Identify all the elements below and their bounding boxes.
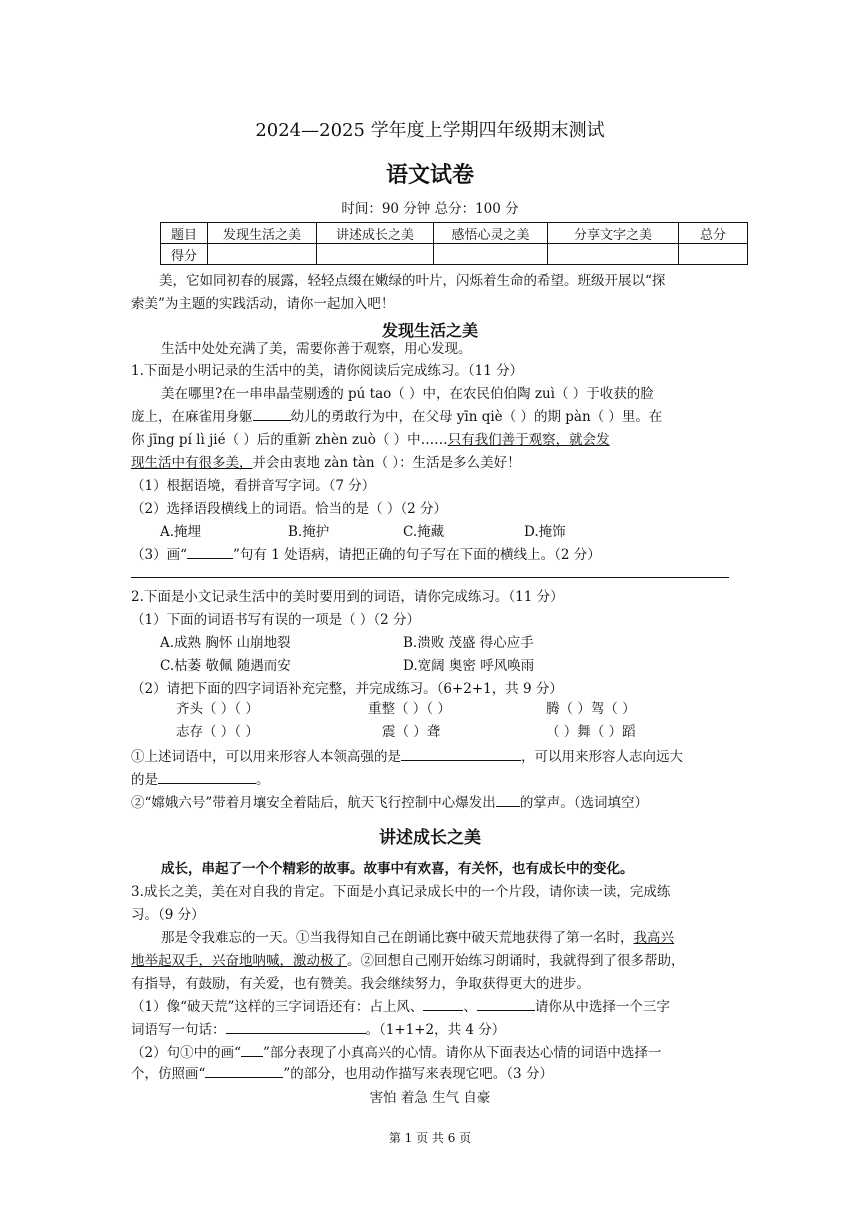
subject-title: 语文试卷	[385, 162, 474, 188]
idiom-item: 志存（ ）（ ）	[176, 724, 259, 740]
intro-line: 美，它如同初春的展露，轻轻点缀在嫩绿的叶片，闪烁着生命的希望。班级开展以“探	[159, 273, 666, 289]
section-title: 发现生活之美	[381, 321, 478, 340]
option-d[interactable]: D.宽阔 奥密 呼风唤雨	[403, 658, 535, 674]
intro-line: 索美”为主题的实践活动，请你一起加入吧！	[131, 296, 395, 312]
passage-text: 庞上，在麻雀用身躯	[131, 409, 253, 425]
option-c[interactable]: C.掩藏	[403, 524, 445, 540]
sub-question-text: 词语写一句话：	[131, 1022, 226, 1038]
sub-question	[131, 1019, 731, 1041]
option-a[interactable]: A.掩埋	[160, 524, 202, 540]
exercise-text: ②“嫦娥六号”带着月壤安全着陆后，航天飞行控制中心爆发出	[131, 795, 496, 811]
score-cell[interactable]	[434, 244, 548, 265]
table-header-cell: 讲述成长之美	[317, 223, 434, 244]
answer-blank[interactable]	[187, 545, 233, 559]
exercise-line	[131, 769, 731, 791]
idiom-item: 齐头（ ）（ ）	[176, 701, 259, 717]
sub-question-text: （2）句①中的画“	[131, 1045, 241, 1061]
answer-blank[interactable]	[158, 770, 256, 784]
sub-question-text: 请你从中选择一个三字	[534, 999, 670, 1015]
exercise-text: 的掌声。（选词填空）	[519, 795, 649, 811]
passage-line	[131, 406, 731, 428]
exercise-text: 的是	[131, 772, 158, 788]
score-cell[interactable]	[208, 244, 317, 265]
score-cell[interactable]	[548, 244, 679, 265]
answer-blank[interactable]	[205, 1064, 283, 1078]
passage-text: 幼儿的勇敢行为中，在父母 yīn qiè（ ）的期 pàn（ ）里。在	[290, 409, 663, 425]
table-header-cell: 分享文字之美	[548, 223, 679, 244]
answer-blank[interactable]	[241, 1043, 263, 1057]
section-lead: 成长，串起了一个个精彩的故事。故事中有欢喜，有关怀，也有成长中的变化。	[161, 861, 634, 877]
score-table-score-row	[161, 244, 748, 265]
sub-question-text: 。（1+1+2，共 4 分）	[365, 1022, 506, 1038]
idiom-item: 重整（ ）（ ）	[368, 701, 451, 717]
exercise-text: ①上述词语中，可以用来形容人本领高强的是	[131, 749, 401, 765]
answer-blank[interactable]	[226, 1020, 366, 1034]
question-stem: 2.下面是小文记录生活中的美时要用到的词语，请你完成练习。（11 分）	[131, 589, 564, 605]
passage-line	[161, 927, 761, 949]
table-header-cell: 总分	[679, 223, 748, 244]
sub-question: （2）请把下面的四字词语补充完整，并完成练习。（6+2+1，共 9 分）	[131, 681, 563, 697]
underlined-sentence: 我高兴	[633, 930, 674, 946]
option-b[interactable]: B.掩护	[288, 524, 330, 540]
passage-text: 。②回想自己刚开始练习朗诵时，我就得到了很多帮助，	[347, 953, 685, 969]
passage-line: 美在哪里?在一串串晶莹剔透的 pú tao（ ）中，在农民伯伯陶 zuì（ ）于收获的脸	[161, 386, 654, 402]
section-title: 讲述成长之美	[379, 828, 481, 848]
sub-question-text: 个，仿照画“	[131, 1066, 206, 1082]
sub-question: （2）选择语段横线上的词语。恰当的是（ ）（2 分）	[131, 501, 448, 517]
answer-blank[interactable]	[401, 747, 521, 761]
exercise-text: ，可以用来形容人志向远大	[521, 749, 683, 765]
question-stem: 1.下面是小明记录的生活中的美，请你阅读后完成练习。（11 分）	[131, 363, 524, 379]
sub-question: （1）下面的词语书写有误的一项是（ ）（2 分）	[131, 612, 421, 628]
table-header-cell: 感悟心灵之美	[434, 223, 548, 244]
sub-question	[131, 1063, 731, 1085]
exam-title: 2024—2025 学年度上学期四年级期末测试	[255, 120, 605, 141]
sub-question	[131, 544, 731, 566]
score-cell[interactable]	[317, 244, 434, 265]
time-info: 时间：90 分钟 总分：100 分	[341, 201, 519, 217]
answer-line[interactable]	[131, 577, 729, 578]
sub-question-text: （1）像“破天荒”这样的三字词语还有：占上风、	[131, 999, 424, 1015]
answer-blank[interactable]	[253, 407, 291, 421]
exercise-line	[131, 792, 731, 814]
page-number: 第 1 页 共 6 页	[388, 1131, 472, 1145]
passage-line: 有指导，有鼓励，有关爱，也有赞美。我会继续努力，争取获得更大的进步。	[131, 976, 590, 992]
underlined-sentence: 现生活中有很多美，	[131, 455, 253, 471]
sub-question	[131, 996, 731, 1018]
sub-question-text: ”的部分，也用动作描写来表现它吧。（3 分）	[283, 1066, 553, 1082]
sub-question	[131, 1042, 731, 1064]
exercise-text: 。	[256, 772, 270, 788]
passage-line	[131, 950, 731, 972]
score-table	[160, 222, 748, 265]
passage-text: 你 jīng pí lì jié（ ）后的重新 zhèn zuò（ ）中……	[131, 432, 448, 448]
question-stem: 习。（9 分）	[131, 907, 205, 923]
passage-line	[131, 452, 731, 474]
table-row-label: 得分	[161, 244, 208, 265]
sub-question-text: （3）画“	[131, 547, 187, 563]
table-header-cell: 题目	[161, 223, 208, 244]
idiom-item: 震（ ）聋	[382, 724, 441, 740]
score-table-header-row	[161, 223, 748, 244]
underlined-sentence: 地举起双手，兴奋地呐喊，激动极了	[131, 953, 347, 969]
option-b[interactable]: B.溃败 茂盛 得心应手	[403, 635, 534, 651]
passage-text: 那是令我难忘的一天。①当我得知自己在朗诵比赛中破天荒地获得了第一名时，	[161, 930, 634, 946]
answer-blank[interactable]	[423, 997, 463, 1011]
question-stem: 3.成长之美，美在对自我的肯定。下面是小真记录成长中的一个片段，请你读一读，完成练	[131, 884, 671, 900]
score-cell[interactable]	[679, 244, 748, 265]
sub-question-text: ”部分表现了小真高兴的心情。请你从下面表达心情的词语中选择一	[263, 1045, 662, 1061]
idiom-item: 腾（ ）驾（ ）	[546, 701, 636, 717]
sub-question-text: ”句有 1 处语病，请把正确的句子写在下面的横线上。（2 分）	[233, 547, 601, 563]
idiom-item: （ ）舞（ ）蹈	[546, 724, 636, 740]
passage-line	[131, 429, 731, 451]
sub-question: （1）根据语境，看拼音写字词。（7 分）	[131, 478, 376, 494]
option-a[interactable]: A.成熟 胸怀 山崩地裂	[160, 635, 291, 651]
table-header-cell: 发现生活之美	[208, 223, 317, 244]
word-choices: 害怕 着急 生气 自豪	[369, 1090, 491, 1106]
answer-blank[interactable]	[496, 793, 520, 807]
answer-blank[interactable]	[477, 997, 535, 1011]
option-c[interactable]: C.枯萎 敬佩 随遇而安	[160, 658, 291, 674]
sub-question-text: 、	[463, 999, 477, 1015]
option-d[interactable]: D.掩饰	[524, 524, 566, 540]
section-lead: 生活中处处充满了美，需要你善于观察，用心发现。	[161, 341, 472, 357]
underlined-sentence: 只有我们善于观察，就会发	[447, 432, 610, 448]
passage-text: 并会由衷地 zàn tàn（ ）：生活是多么美好！	[252, 455, 521, 471]
exercise-line	[131, 746, 731, 768]
